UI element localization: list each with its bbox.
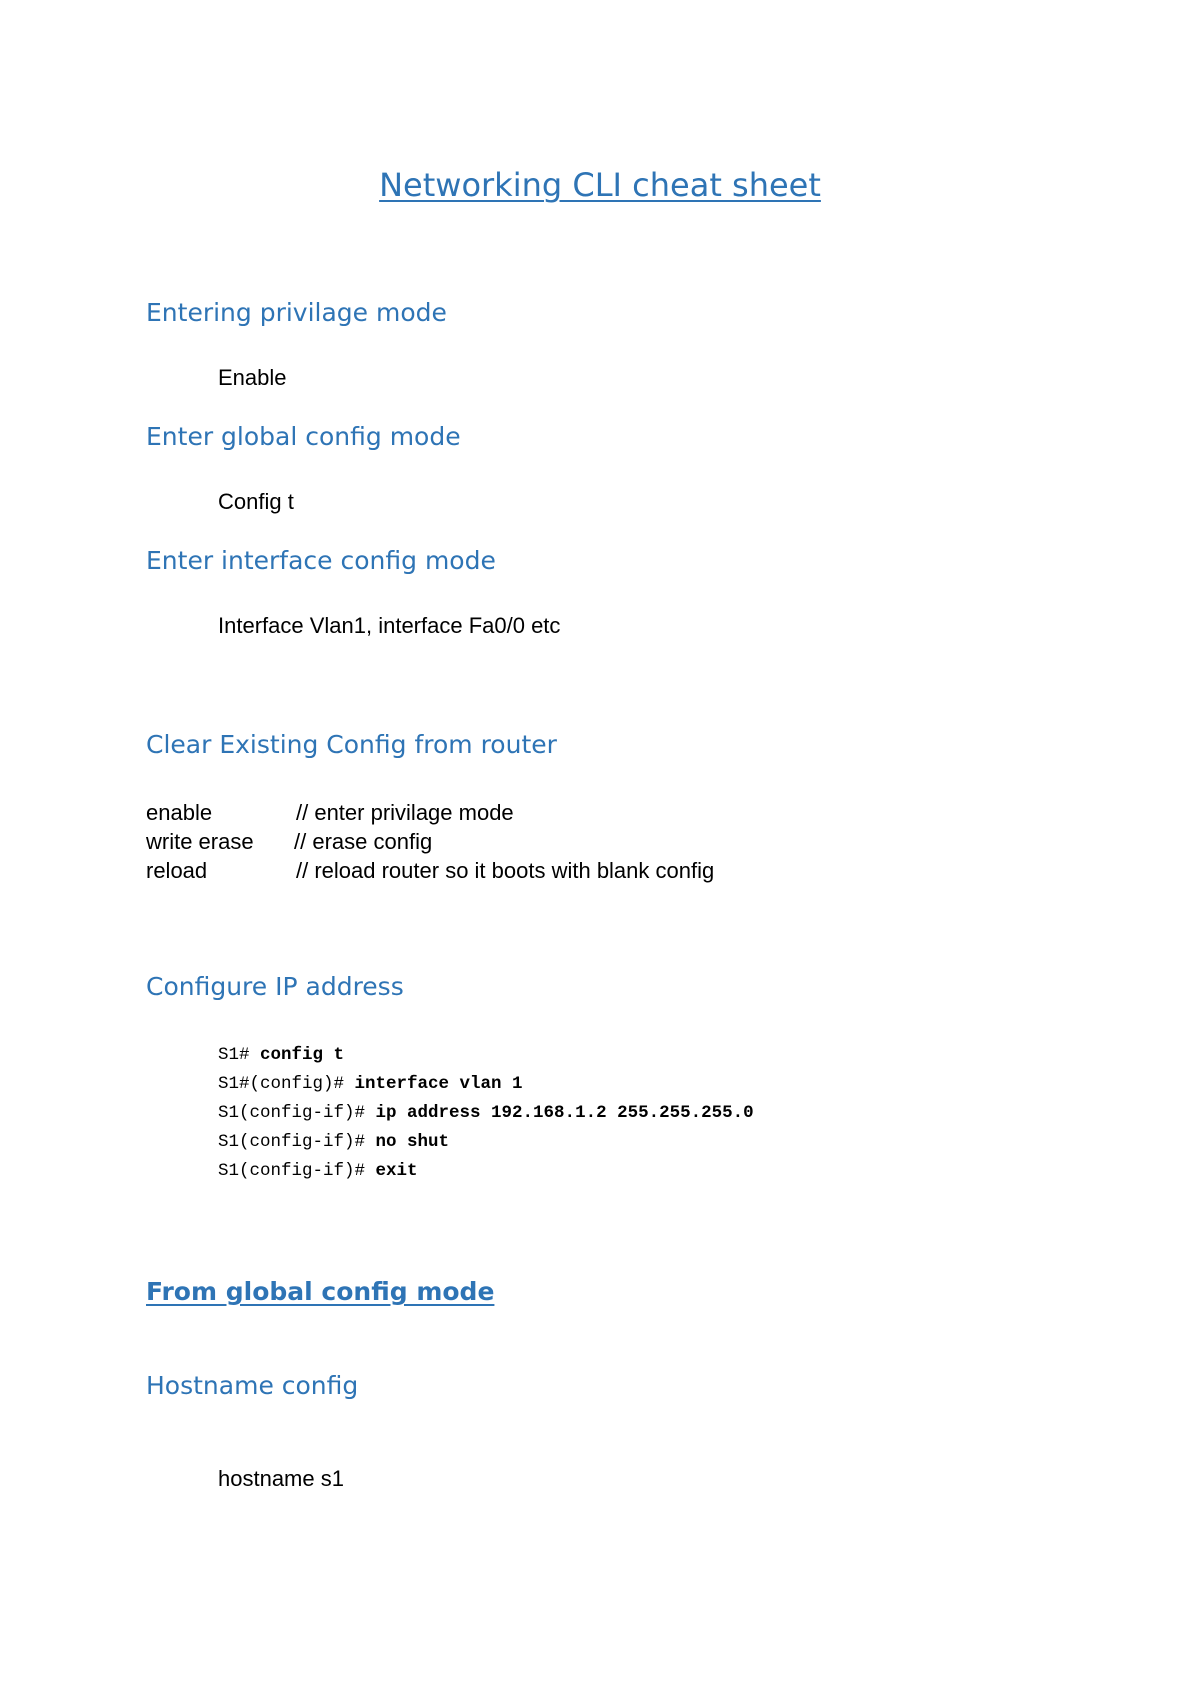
clear-comment: // enter privilage mode: [296, 800, 514, 825]
code-prompt: S1(config-if)#: [218, 1103, 376, 1123]
code-prompt: S1#(config)#: [218, 1074, 355, 1094]
clear-row: [146, 856, 714, 885]
command-hostname: hostname s1: [218, 1466, 344, 1491]
heading-interface-config-mode: Enter interface config mode: [146, 546, 496, 575]
command-interface: Interface Vlan1, interface Fa0/0 etc: [218, 613, 561, 638]
heading-clear-config: Clear Existing Config from router: [146, 730, 557, 759]
code-line: [218, 1157, 754, 1186]
code-prompt: S1#: [218, 1045, 261, 1065]
heading-global-config-mode: Enter global config mode: [146, 422, 461, 451]
clear-command: reload: [146, 858, 208, 883]
clear-command: write erase: [146, 829, 254, 854]
page-title: Networking CLI cheat sheet: [379, 166, 821, 204]
command-enable: Enable: [218, 365, 287, 390]
heading-from-global-config: From global config mode: [146, 1277, 495, 1306]
clear-comment: // erase config: [294, 829, 433, 854]
code-line: [218, 1128, 754, 1157]
code-input: interface vlan 1: [354, 1074, 523, 1094]
code-input: exit: [375, 1161, 418, 1181]
ip-config-code: [218, 1041, 754, 1186]
clear-config-commands: [146, 798, 714, 885]
code-prompt: S1(config-if)#: [218, 1161, 376, 1181]
code-line: [218, 1041, 754, 1070]
clear-row: [146, 827, 714, 856]
code-input: config t: [260, 1045, 345, 1065]
clear-comment: // reload router so it boots with blank config: [296, 858, 715, 883]
code-line: [218, 1070, 754, 1099]
code-input: no shut: [375, 1132, 450, 1152]
clear-row: [146, 798, 714, 827]
code-prompt: S1(config-if)#: [218, 1132, 376, 1152]
heading-hostname-config: Hostname config: [146, 1371, 359, 1400]
code-input: ip address 192.168.1.2 255.255.255.0: [375, 1103, 754, 1123]
heading-privilege-mode: Entering privilage mode: [146, 298, 447, 327]
code-line: [218, 1099, 754, 1128]
command-config-t: Config t: [218, 489, 294, 514]
clear-command: enable: [146, 800, 213, 825]
heading-configure-ip: Configure IP address: [146, 972, 404, 1001]
